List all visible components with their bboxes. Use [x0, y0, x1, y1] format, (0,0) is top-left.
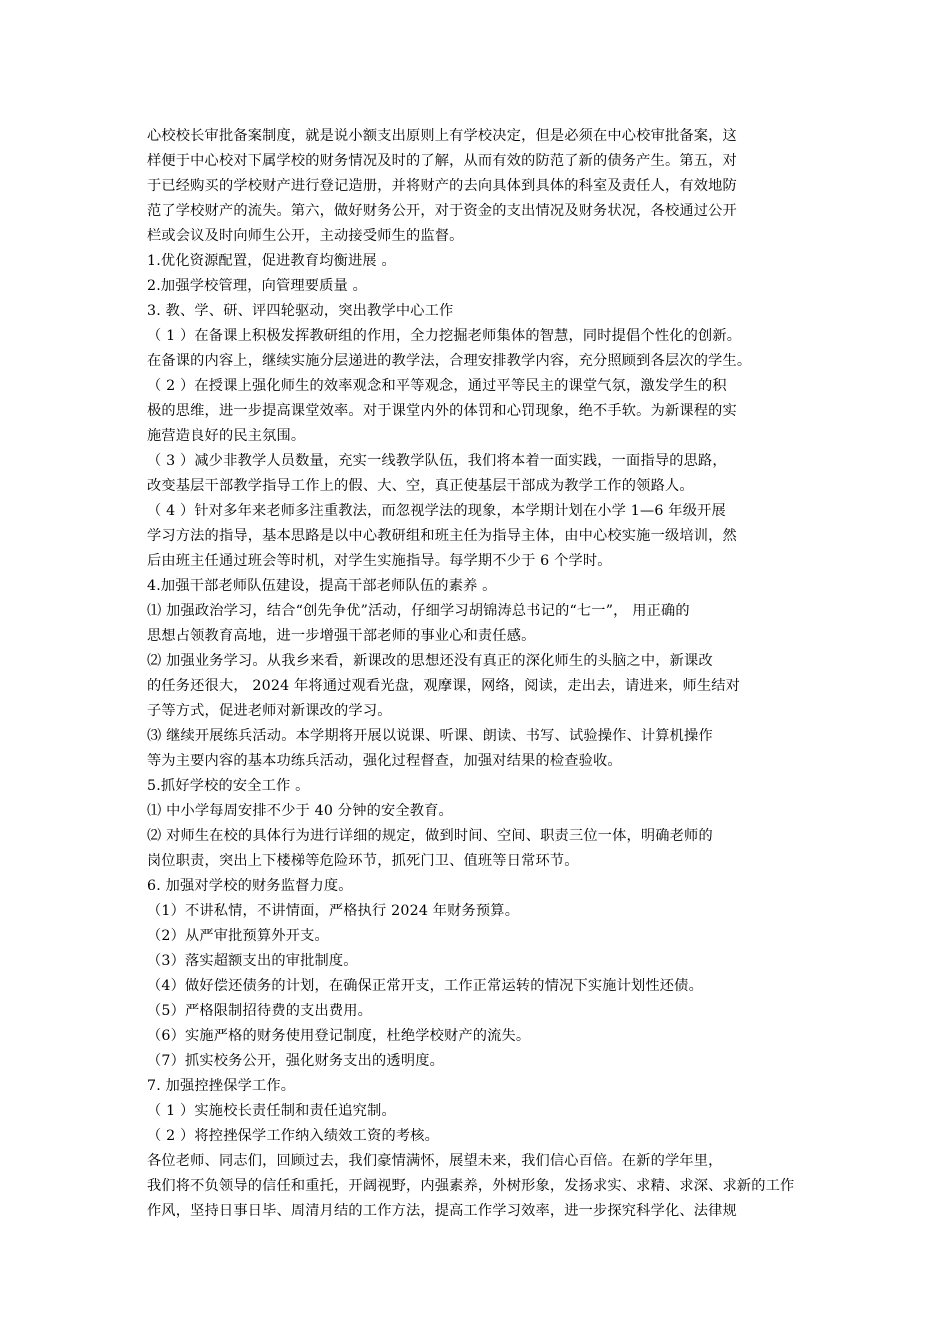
text-line: 等为主要内容的基本功练兵活动，强化过程督查，加强对结果的检查验收。: [147, 753, 622, 769]
list-item: （ 2 ）将控挫保学工作纳入绩效工资的考核。: [147, 1128, 440, 1144]
text-line: 我们将不负领导的信任和重托，开阔视野，内强素养，外树形象，发扬求实、求精、求深、求新的工作: [147, 1178, 795, 1194]
document-body: [147, 124, 810, 1224]
list-item: （ 4 ）针对多年来老师多注重教法，而忽视学法的现象，本学期计划在小学 1—6 年级开展: [147, 503, 726, 519]
text-line: 在备课的内容上，继续实施分层递进的教学法，合理安排教学内容，充分照顾到各层次的学生。: [147, 353, 752, 369]
text-line: 范了学校财产的流失。第六，做好财务公开，对于资金的支出情况及财务状况，各校通过公开: [147, 203, 737, 219]
text-line: 作风，坚持日事日毕、周清月结的工作方法，提高工作学习效率，进一步探究科学化、法律规: [147, 1203, 737, 1219]
text-line: 于已经购买的学校财产进行登记造册，并将财产的去向具体到具体的科室及责任人，有效地防: [147, 178, 737, 194]
list-item: （4）做好偿还债务的计划，在确保正常开支，工作正常运转的情况下实施计划性还债。: [147, 978, 703, 994]
list-item: （1）不讲私情，不讲情面，严格执行 2024 年财务预算。: [147, 903, 520, 919]
list-item: 1.优化资源配置，促进教育均衡进展 。: [147, 253, 396, 269]
text-line: 子等方式，促进老师对新课改的学习。: [147, 703, 392, 719]
text-line: 极的思维，进一步提高课堂效率。对于课堂内外的体罚和心罚现象，绝不手软。为新课程的实: [147, 403, 737, 419]
text-line: 样便于中心校对下属学校的财务情况及时的了解，从而有效的防范了新的债务产生。第五，对: [147, 153, 737, 169]
list-item: ⑴ 中小学每周安排不少于 40 分钟的安全教育。: [147, 803, 453, 819]
text-line: 岗位职责，突出上下楼梯等危险环节，抓死门卫、值班等日常环节。: [147, 853, 579, 869]
list-item: 7. 加强控挫保学工作。: [147, 1078, 296, 1094]
text-line: 的任务还很大， 2024 年将通过观看光盘，观摩课，网络，阅读，走出去，请进来，师生结对: [147, 678, 741, 694]
list-item: ⑵ 对师生在校的具体行为进行详细的规定，做到时间、空间、职责三位一体，明确老师的: [147, 828, 713, 844]
list-item: （6）实施严格的财务使用登记制度，杜绝学校财产的流失。: [147, 1028, 531, 1044]
list-item: ⑶ 继续开展练兵活动。本学期将开展以说课、听课、朗读、书写、试验操作、计算机操作: [147, 728, 713, 744]
list-item: 6. 加强对学校的财务监督力度。: [147, 878, 353, 894]
text-line: 后由班主任通过班会等时机，对学生实施指导。每学期不少于 6 个学时。: [147, 553, 612, 569]
list-item: （2）从严审批预算外开支。: [147, 928, 329, 944]
list-item: 5.抓好学校的安全工作 。: [147, 778, 310, 794]
list-item: （ 2 ）在授课上强化师生的效率观念和平等观念，通过平等民主的课堂气氛，激发学生的积: [147, 378, 727, 394]
list-item: ⑴ 加强政治学习，结合“创先争优”活动，仔细学习胡锦涛总书记的“七一”， 用正确的: [147, 603, 690, 619]
text-line: 施营造良好的民主氛围。: [147, 428, 306, 444]
text-line: 思想占领教育高地，进一步增强干部老师的事业心和责任感。: [147, 628, 536, 644]
text-line: 栏或会议及时向师生公开，主动接受师生的监督。: [147, 228, 464, 244]
list-item: 4.加强干部老师队伍建设，提高干部老师队伍的素养 。: [147, 578, 497, 594]
list-item: （7）抓实校务公开，强化财务支出的透明度。: [147, 1053, 444, 1069]
list-item: 2.加强学校管理，向管理要质量 。: [147, 278, 368, 294]
list-item: （3）落实超额支出的审批制度。: [147, 953, 358, 969]
text-line: 心校校长审批备案制度，就是说小额支出原则上有学校决定，但是必须在中心校审批备案，这: [147, 128, 737, 144]
text-line: 学习方法的指导，基本思路是以中心教研组和班主任为指导主体，由中心校实施一级培训，然: [147, 528, 737, 544]
list-item: （5）严格限制招待费的支出费用。: [147, 1003, 373, 1019]
list-item: ⑵ 加强业务学习。从我乡来看，新课改的思想还没有真正的深化师生的头脑之中，新课改: [147, 653, 713, 669]
list-item: （ 1 ）实施校长责任制和责任追究制。: [147, 1103, 396, 1119]
text-line: 各位老师、同志们，回顾过去，我们豪情满怀，展望未来，我们信心百倍。在新的学年里，: [147, 1153, 723, 1169]
list-item: （ 1 ）在备课上积极发挥教研组的作用，全力挖掘老师集体的智慧，同时提倡个性化的创新。: [147, 328, 742, 344]
list-item: 3. 教、学、研、评四轮驱动，突出教学中心工作: [147, 303, 454, 319]
text-line: 改变基层干部教学指导工作上的假、大、空，真正使基层干部成为教学工作的领路人。: [147, 478, 694, 494]
list-item: （ 3 ）减少非教学人员数量，充实一线教学队伍，我们将本着一面实践，一面指导的思路，: [147, 453, 727, 469]
